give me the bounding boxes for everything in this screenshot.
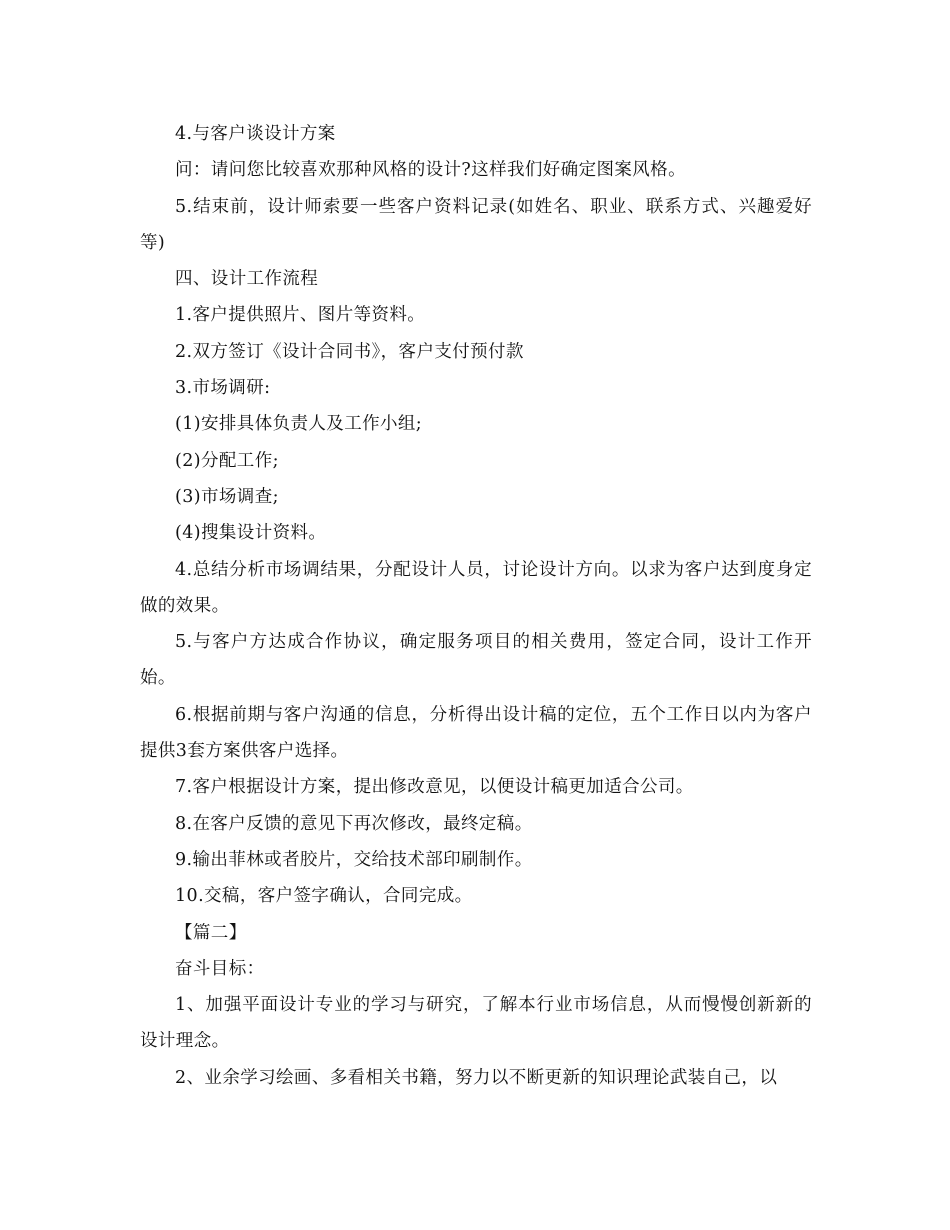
workflow-step-4: 4.总结分析市场调结果，分配设计人员，讨论设计方向。以求为客户达到度身定做的效果。 (140, 559, 812, 616)
paragraph-step-4-discuss-design: 4.与客户谈设计方案 (175, 124, 336, 144)
workflow-substep-4: (4)搜集设计资料。 (175, 523, 327, 544)
workflow-step-5: 5.与客户方达成合作协议，确定服务项目的相关费用，签定合同，设计工作开始。 (140, 632, 812, 689)
workflow-step-1: 1.客户提供照片、图片等资料。 (175, 305, 426, 326)
workflow-step-7: 7.客户根据设计方案，提出修改意见，以便设计稿更加适合公司。 (175, 777, 694, 798)
workflow-step-3: 3.市场调研: (175, 378, 271, 399)
workflow-step-8: 8.在客户反馈的意见下再次修改，最终定稿。 (175, 813, 533, 834)
paragraph-question-style: 问：请问您比较喜欢那种风格的设计?这样我们好确定图案风格。 (175, 160, 686, 181)
paragraph-step-5-collect-info: 5.结束前，设计师索要一些客户资料记录(如姓名、职业、联系方式、兴趣爱好等) (140, 196, 812, 253)
workflow-step-10: 10.交稿，客户签字确认，合同完成。 (175, 886, 473, 907)
goal-item-1: 1、加强平面设计专业的学习与研究，了解本行业市场信息，从而慢慢创新新的设计理念。 (140, 995, 812, 1052)
workflow-step-6: 6.根据前期与客户沟通的信息，分析得出设计稿的定位，五个工作日以内为客户提供3套方案供客户选择。 (140, 704, 812, 762)
workflow-step-9: 9.输出菲林或者胶片，交给技术部印刷制作。 (175, 849, 533, 870)
workflow-substep-1: (1)安排具体负责人及工作小组; (175, 414, 423, 435)
goals-heading: 奋斗目标： (175, 958, 265, 979)
goal-item-2: 2、业余学习绘画、多看相关书籍，努力以不断更新的知识理论武装自己，以 (175, 1067, 778, 1088)
workflow-step-2: 2.双方签订《设计合同书》，客户支付预付款 (175, 341, 524, 362)
section-heading-part-two: 【篇二】 (175, 922, 247, 943)
document-body (140, 116, 812, 1096)
workflow-substep-2: (2)分配工作; (175, 450, 279, 471)
section-heading-workflow: 四、设计工作流程 (175, 269, 319, 290)
workflow-substep-3: (3)市场调查; (175, 486, 279, 507)
